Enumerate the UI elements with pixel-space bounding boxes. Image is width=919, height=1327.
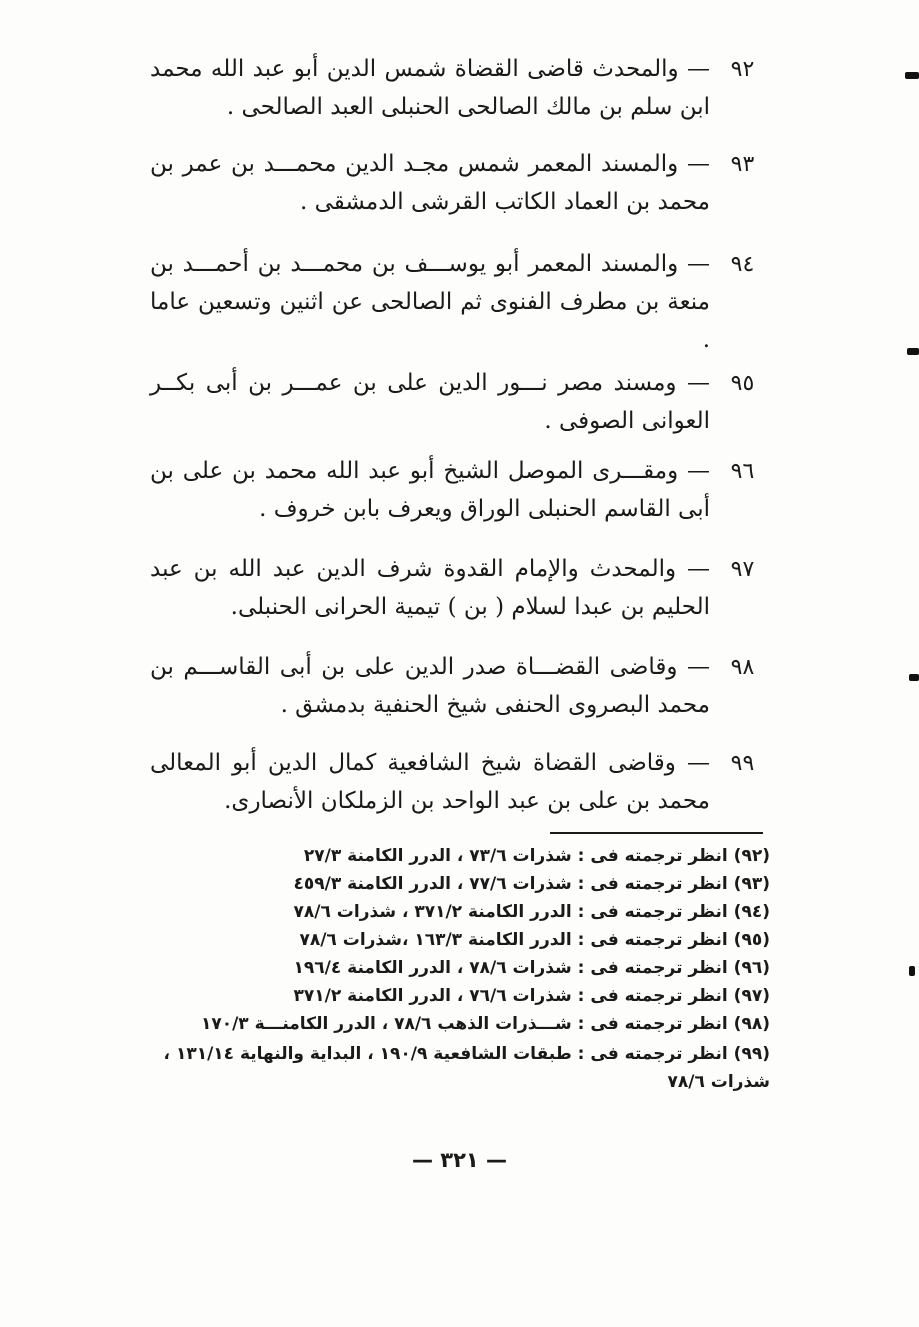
footnote-97: (٩٧) انظر ترجمته فى : شذرات ٧٦/٦ ، الدرر الكامنة ٣٧١/٢ — [293, 986, 770, 1006]
entry-text: — والمحدث قاضى القضاة شمس الدين أبو عبد الله محمد ابن سلم بن مالك الصالحى الحنبلى العبد الصالحى . — [150, 56, 710, 120]
entry-number: ٩٩ — [730, 751, 755, 776]
footnote-98: (٩٨) انظر ترجمته فى : شـــذرات الذهب ٧٨/٦ ، الدرر الكامنـــة ١٧٠/٣ — [200, 1014, 770, 1034]
entry-text: — والمحدث والإمام القدوة شرف الدين عبد الله بن عبد الحليم بن عبدا لسلام ( بن ) تيمية الحرانى الحنبلى. — [150, 556, 710, 620]
entry-99 — [150, 744, 770, 820]
entry-number: ٩٥ — [730, 371, 755, 396]
entry-98 — [150, 648, 770, 724]
entry-text: — والمسند المعمر أبو يوســـف بن محمـــد بن أحمـــد بن منعة بن مطرف الفنوى ثم الصالحى عن اثنين وتسعين عاما . — [150, 251, 710, 353]
entry-96 — [150, 452, 770, 528]
entry-number: ٩٤ — [730, 252, 755, 277]
footnote-95: (٩٥) انظر ترجمته فى : الدرر الكامنة ١٦٣/٣ ،شذرات ٧٨/٦ — [299, 930, 770, 950]
entry-text: — وقاضى القضاة شيخ الشافعية كمال الدين أبو المعالى محمد بن على بن عبد الواحد بن الزملكان الأنصارى. — [150, 750, 710, 814]
entry-97 — [150, 550, 770, 626]
entry-93 — [150, 145, 770, 221]
entry-number: ٩٦ — [730, 459, 755, 484]
entry-number: ٩٧ — [730, 557, 755, 582]
footnote-99: (٩٩) انظر ترجمته فى : طبقات الشافعية ١٩٠/٩ ، البداية والنهاية ١٣١/١٤ ، شذرات ٧٨/٦ — [163, 1044, 770, 1092]
entry-text: — وقاضى القضـــاة صدر الدين على بن أبى القاســـم بن محمد البصروى الحنفى شيخ الحنفية بدمشق . — [150, 654, 710, 718]
entry-text: — ومسند مصر نـــور الدين على بن عمـــر بن أبى بكــر العوانى الصوفى . — [150, 370, 710, 434]
margin-mark — [909, 966, 915, 976]
margin-mark — [905, 72, 919, 79]
entry-text: — والمسند المعمر شمس مجـد الدين محمـــد بن عمر بن محمد بن العماد الكاتب القرشى الدمشقى . — [150, 151, 710, 215]
entry-92 — [150, 50, 770, 126]
margin-mark — [907, 348, 919, 355]
entry-94 — [150, 245, 770, 359]
footnote-separator — [550, 832, 763, 834]
entry-text: — ومقـــرى الموصل الشيخ أبو عبد الله محمد بن على بن أبى القاسم الحنبلى الوراق ويعرف بابن خروف . — [150, 458, 710, 522]
entry-number: ٩٨ — [730, 655, 755, 680]
margin-mark — [909, 674, 919, 681]
footnote-93: (٩٣) انظر ترجمته فى : شذرات ٧٧/٦ ، الدرر الكامنة ٤٥٩/٣ — [293, 874, 770, 894]
footnote-92: (٩٢) انظر ترجمته فى : شذرات ٧٣/٦ ، الدرر الكامنة ٢٧/٣ — [303, 846, 770, 866]
entry-number: ٩٣ — [730, 152, 755, 177]
page-number: — ٣٢١ — — [411, 1148, 508, 1172]
entry-number: ٩٢ — [730, 57, 755, 82]
footnotes — [160, 842, 810, 1096]
footnote-94: (٩٤) انظر ترجمته فى : الدرر الكامنة ٣٧١/٢ ، شذرات ٧٨/٦ — [293, 902, 770, 922]
entry-95 — [150, 364, 770, 440]
footnote-96: (٩٦) انظر ترجمته فى : شذرات ٧٨/٦ ، الدرر الكامنة ١٩٦/٤ — [293, 958, 770, 978]
